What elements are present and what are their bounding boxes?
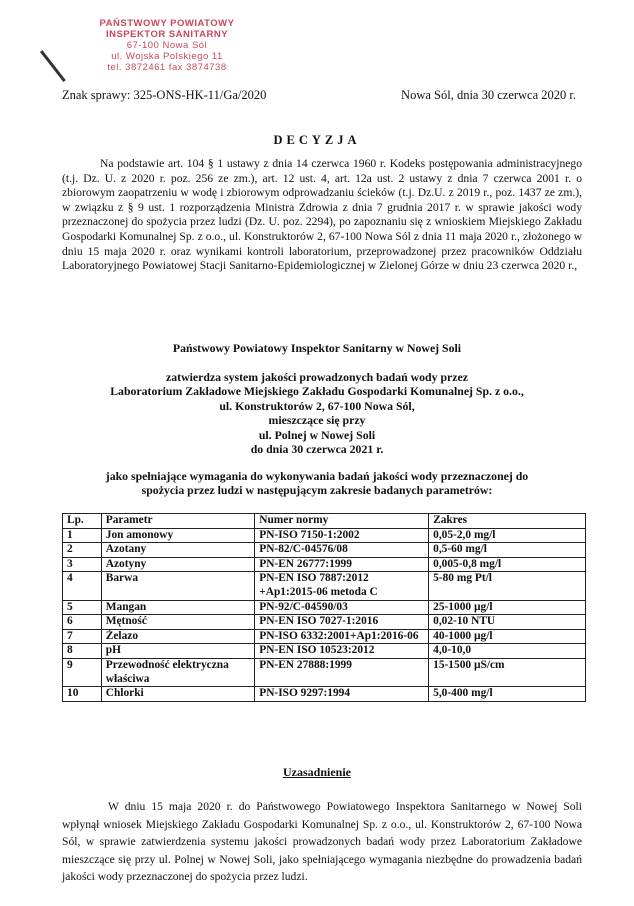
cell-range: 5-80 mg Pt/l	[429, 572, 586, 600]
cell-norm: PN-ISO 9297:1994	[255, 687, 429, 702]
cell-range: 4,0-10,0	[429, 644, 586, 659]
legal-basis-paragraph: Na podstawie art. 104 § 1 ustawy z dnia 14 czerwca 1960 r. Kodeks postępowania administracyjnego (t.j. Dz. U. z 2020 r. poz. 256 ze zm.), art. 12 ust. 4, art. 12a ust. 2 ustawy z dnia 7 czerwca 2001 r. o zbiorowym zaopatrzeniu w wodę i zbiorowym odprowadzaniu ścieków (t.j. Dz.U. z 2019 r., poz. 1437 ze zm.), w związku z § 9 ust. 1 rozporządzenia Ministra Zdrowia z dnia 7 grudnia 2017 r. w sprawie jakości wody przeznaczonej do spożycia przez ludzi (Dz. U. poz. 2294), po zapoznaniu się z wnioskiem Miejskiego Zakładu Gospodarki Komunalnej Sp. z o.o., ul. Konstruktorów 2, 67-100 Nowa Sól z dnia 11 maja 2020 r., złożonego w dniu 15 maja 2020 r. oraz wynikami kontroli laboratorium, przeprowadzonej przez pracowników Oddziału Laboratoryjnego Powiatowej Stacji Sanitarno-Epidemiologicznej w Zielonej Górze w dniu 23 czerwca 2020 r.,	[62, 157, 582, 273]
scope-line: jako spełniające wymagania do wykonywania badań jakości wody przeznaczonej do	[105, 469, 529, 483]
cell-parameter: Barwa	[101, 572, 254, 600]
cell-parameter: pH	[101, 644, 254, 659]
cell-parameter: Mangan	[101, 600, 254, 615]
cell-norm: PN-EN 26777:1999	[255, 557, 429, 572]
cell-parameter: Jon amonowy	[101, 528, 254, 543]
cell-lp: 8	[63, 644, 102, 659]
table-row	[63, 543, 586, 558]
table-row	[63, 557, 586, 572]
table-row	[63, 629, 586, 644]
cell-norm: PN-82/C-04576/08	[255, 543, 429, 558]
approval-clause	[0, 370, 634, 456]
cell-parameter: Chlorki	[101, 687, 254, 702]
case-number: Znak sprawy: 325-ONS-HK-11/Ga/2020	[62, 88, 267, 102]
cell-range: 0,005-0,8 mg/l	[429, 557, 586, 572]
table-row	[63, 615, 586, 630]
parameters-table	[62, 513, 586, 702]
cell-norm: PN-ISO 6332:2001+Ap1:2016-06	[255, 629, 429, 644]
approval-line: zatwierdza system jakości prowadzonych badań wody przez	[166, 370, 468, 384]
table-row	[63, 644, 586, 659]
cell-norm: PN-EN ISO 7027-1:2016	[255, 615, 429, 630]
stamp-line: ul. Wojska Polskiego 11	[111, 51, 223, 62]
stamp-line: 67-100 Nowa Sól	[126, 40, 208, 51]
table-row	[63, 572, 586, 600]
scope-statement	[0, 469, 634, 498]
cell-parameter: Azotyny	[101, 557, 254, 572]
cell-parameter: Przewodność elektryczna właściwa	[101, 658, 254, 686]
approval-line: do dnia 30 czerwca 2021 r.	[250, 442, 384, 457]
cell-range: 5,0-400 mg/l	[429, 687, 586, 702]
cell-lp: 2	[63, 543, 102, 558]
table-row	[63, 528, 586, 543]
cell-range: 0,02-10 NTU	[429, 615, 586, 630]
cell-range: 0,05-2,0 mg/l	[429, 528, 586, 543]
approval-line: mieszczące się przy	[268, 413, 366, 428]
header-parameter: Parametr	[101, 514, 254, 529]
issuing-authority: Państwowy Powiatowy Inspektor Sanitarny w Nowej Soli	[172, 341, 462, 355]
header-lp: Lp.	[63, 514, 102, 529]
scope-line: spożycia przez ludzi w następującym zakresie badanych parametrów:	[141, 483, 493, 498]
cell-range: 25-1000 µg/l	[429, 600, 586, 615]
document-title: DECYZJA	[273, 133, 361, 147]
justification-paragraph: W dniu 15 maja 2020 r. do Państwowego Powiatowego Inspektora Sanitarnego w Nowej Soli wpłynął wniosek Miejskiego Zakładu Gospodarki Komunalnej Sp. z o.o., ul. Konstruktorów 2, 67-100 Nowa Sól, w sprawie zatwierdzenia systemu jakości prowadzonych badań wody przez Laboratorium Zakładowe mieszczące się przy ul. Polnej w Nowej Soli, jako spełniającego wymagania niezbędne do prowadzenia badań jakości wody przeznaczonej do spożycia przez ludzi.	[62, 800, 582, 883]
table-header-row	[63, 514, 586, 529]
cell-norm: PN-EN ISO 10523:2012	[255, 644, 429, 659]
section-heading: Uzasadnienie	[282, 765, 351, 779]
cell-lp: 10	[63, 687, 102, 702]
header-norm: Numer normy	[255, 514, 429, 529]
table-row	[63, 687, 586, 702]
cell-range: 15-1500 µS/cm	[429, 658, 586, 686]
approval-line: ul. Konstruktorów 2, 67-100 Nowa Sól,	[219, 398, 415, 413]
cell-norm: PN-EN ISO 7887:2012 +Ap1:2015-06 metoda C	[255, 572, 429, 600]
table-row	[63, 600, 586, 615]
pen-mark	[40, 50, 66, 82]
cell-parameter: Żelazo	[101, 629, 254, 644]
cell-range: 40-1000 µg/l	[429, 629, 586, 644]
stamp-line: INSPEKTOR SANITARNY	[105, 29, 229, 40]
stamp-line: PAŃSTWOWY POWIATOWY	[99, 18, 235, 29]
cell-norm: PN-ISO 7150-1:2002	[255, 528, 429, 543]
cell-norm: PN-92/C-04590/03	[255, 600, 429, 615]
official-stamp	[82, 18, 252, 73]
cell-range: 0,5-60 mg/l	[429, 543, 586, 558]
cell-lp: 5	[63, 600, 102, 615]
stamp-line: tel. 3872461 fax 3874738	[107, 62, 227, 73]
cell-lp: 3	[63, 557, 102, 572]
approval-line: Laboratorium Zakładowe Miejskiego Zakładu Gospodarki Komunalnej Sp. z o.o.,	[110, 384, 524, 399]
cell-lp: 6	[63, 615, 102, 630]
approval-line: ul. Polnej w Nowej Soli	[258, 427, 376, 442]
cell-parameter: Azotany	[101, 543, 254, 558]
cell-norm: PN-EN 27888:1999	[255, 658, 429, 686]
header-range: Zakres	[429, 514, 586, 529]
table-row	[63, 658, 586, 686]
cell-parameter: Mętność	[101, 615, 254, 630]
cell-lp: 1	[63, 528, 102, 543]
cell-lp: 4	[63, 572, 102, 600]
cell-lp: 9	[63, 658, 102, 686]
place-date: Nowa Sól, dnia 30 czerwca 2020 r.	[401, 88, 576, 102]
cell-lp: 7	[63, 629, 102, 644]
